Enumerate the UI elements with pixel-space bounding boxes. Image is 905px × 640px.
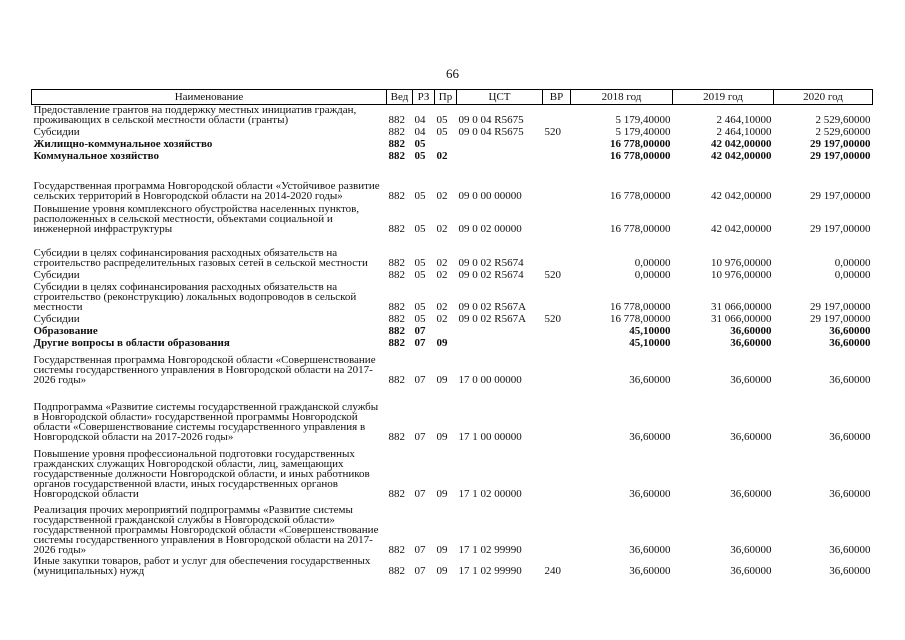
cell-y2020: 36,60000 [829,374,871,386]
cell-y2019: 31 066,00000 [711,313,772,325]
cell-ved: 882 [388,257,405,269]
cell-name: Подпрограмма «Развитие системы государственной гражданской службы в Новгородской области» государственной программы Новгородской области «Совершенствование системы государственного управления в Новгородской области на 2017-2026 годы» [33,401,379,443]
table-row [32,499,873,555]
cell-y2019: 36,60000 [730,488,772,500]
cell-ved: 882 [388,374,405,386]
cell-ved: 882 [388,126,405,138]
table-row [32,161,873,201]
cell-cst: 09 0 02 R567A [458,301,527,313]
table-row [32,555,873,576]
cell-y2019: 2 464,10000 [716,114,772,126]
cell-name: Повышение уровня профессиональной подготовки государственных гражданских служащих Новгородской области, лиц, замещающих государственные должности Новгородской области, и иных работников органов государственной власти, иных государственных органов Новгородской области [33,448,370,500]
cell-y2020: 29 197,00000 [810,138,871,150]
cell-vr [543,105,571,126]
table-row [32,324,873,336]
cell-cst: 09 0 02 00000 [458,223,522,235]
cell-rz: 05 [414,223,426,235]
cell-y2018: 5 179,40000 [615,114,671,126]
cell-name: Субсидии [33,126,80,138]
cell-y2018: 16 778,00000 [610,190,671,202]
cell-vr: 240 [544,565,561,577]
cell-rz: 07 [414,488,426,500]
table-row [32,385,873,442]
cell-y2020: 29 197,00000 [810,190,871,202]
cell-name: Образование [33,325,98,337]
cell-y2020: 29 197,00000 [810,313,871,325]
cell-cst: 09 0 02 R567A [458,313,527,325]
header-name: Наименование [32,90,387,105]
cell-name: Иные закупки товаров, работ и услуг для обеспечения государственных (муниципальных) нужд [33,555,371,577]
cell-y2018: 16 778,00000 [610,138,671,150]
header-2019: 2019 год [673,90,774,105]
cell-name: Предоставление грантов на поддержку местных инициатив граждан, проживающих в сельской местности области (гранты) [33,104,357,126]
cell-y2019: 10 976,00000 [711,269,772,281]
cell-y2020: 2 529,60000 [815,126,871,138]
cell-cst [457,149,543,161]
cell-pr: 09 [436,544,448,556]
cell-pr [435,137,457,149]
cell-cst: 09 0 04 R5675 [458,126,524,138]
cell-cst [457,137,543,149]
cell-y2019: 2 464,10000 [716,126,772,138]
header-pr: Пр [435,90,457,105]
table-row [32,234,873,268]
table-header-row [32,90,873,105]
table-row [32,105,873,126]
cell-pr: 09 [436,337,448,349]
cell-ved: 882 [388,431,405,443]
cell-y2018: 36,60000 [629,544,671,556]
cell-vr [543,201,571,234]
cell-vr [543,149,571,161]
budget-table [31,89,873,576]
cell-rz: 04 [414,114,426,126]
cell-ved: 882 [388,138,405,150]
cell-rz: 05 [414,190,426,202]
cell-y2020: 36,60000 [829,325,871,337]
cell-y2018: 16 778,00000 [610,313,671,325]
cell-ved: 882 [388,114,405,126]
cell-cst: 09 0 04 R5675 [458,114,524,126]
table-row [32,312,873,324]
cell-pr: 02 [436,269,448,281]
header-vr: ВР [543,90,571,105]
cell-vr [543,385,571,442]
cell-vr [543,234,571,268]
cell-y2019: 36,60000 [730,565,772,577]
cell-pr: 02 [436,223,448,235]
cell-y2018: 16 778,00000 [610,301,671,313]
table-row [32,137,873,149]
cell-pr: 02 [436,190,448,202]
cell-y2018: 5 179,40000 [615,126,671,138]
cell-y2018: 0,00000 [634,269,671,281]
cell-pr: 05 [436,126,448,138]
cell-pr: 02 [436,313,448,325]
cell-cst: 09 0 00 00000 [458,190,522,202]
cell-ved: 882 [388,337,405,349]
cell-cst: 17 1 02 99990 [458,544,522,556]
cell-vr [543,348,571,385]
cell-y2020: 36,60000 [829,431,871,443]
cell-ved: 882 [388,565,405,577]
header-2020: 2020 год [774,90,873,105]
cell-pr: 09 [436,374,448,386]
cell-rz: 07 [414,374,426,386]
cell-vr [543,324,571,336]
cell-name: Коммунальное хозяйство [33,150,160,162]
cell-y2019: 36,60000 [730,325,772,337]
cell-y2019: 10 976,00000 [711,257,772,269]
cell-name: Субсидии в целях софинансирования расходных обязательств на строительство (реконструкцию) локальных водопроводов в сельской местности [33,281,357,313]
cell-cst: 09 0 02 R5674 [458,269,524,281]
header-2018: 2018 год [571,90,673,105]
cell-ved: 882 [388,150,405,162]
cell-rz: 05 [414,269,426,281]
table-row [32,336,873,348]
cell-pr: 05 [436,114,448,126]
cell-y2019: 36,60000 [730,337,772,349]
cell-y2019: 36,60000 [730,431,772,443]
cell-name: Повышение уровня комплексного обустройства населенных пунктов, расположенных в сельской местности, объектами социальной и инженерной инфраструктуры [33,203,360,235]
header-rz: РЗ [413,90,435,105]
cell-ved: 882 [388,190,405,202]
cell-name: Государственная программа Новгородской области «Устойчивое развитие сельских территорий в Новгородской области на 2014-2020 годы» [33,180,380,202]
table-row [32,280,873,312]
cell-vr: 520 [544,313,561,325]
cell-cst: 17 1 00 00000 [458,431,522,443]
cell-ved: 882 [388,325,405,337]
cell-y2018: 36,60000 [629,565,671,577]
cell-name: Субсидии [33,313,80,325]
cell-y2019: 36,60000 [730,544,772,556]
cell-rz: 07 [414,337,426,349]
cell-rz: 07 [414,544,426,556]
header-ved: Вед [387,90,413,105]
cell-ved: 882 [388,313,405,325]
cell-cst [457,336,543,348]
cell-y2020: 0,00000 [834,257,871,269]
cell-y2020: 29 197,00000 [810,223,871,235]
cell-name: Другие вопросы в области образования [33,337,230,349]
cell-cst: 09 0 02 R5674 [458,257,524,269]
cell-pr: 09 [436,488,448,500]
cell-vr [543,161,571,201]
cell-rz: 04 [414,126,426,138]
cell-rz: 05 [414,257,426,269]
cell-name: Государственная программа Новгородской области «Совершенствование системы государственного управления в Новгородской области на 2017-2026 годы» [33,354,376,386]
cell-y2018: 36,60000 [629,488,671,500]
cell-pr: 02 [436,301,448,313]
cell-y2019: 42 042,00000 [711,150,772,162]
table-row [32,442,873,499]
cell-y2018: 45,10000 [629,325,671,337]
cell-y2020: 36,60000 [829,544,871,556]
cell-pr [435,324,457,336]
cell-vr: 520 [544,126,561,138]
cell-name: Жилищно-коммунальное хозяйство [33,138,213,150]
cell-pr: 02 [436,150,448,162]
cell-y2018: 16 778,00000 [610,150,671,162]
cell-y2020: 36,60000 [829,488,871,500]
cell-name: Субсидии в целях софинансирования расходных обязательств на строительство распределительных газовых сетей в сельской местности [33,247,368,269]
cell-vr [543,280,571,312]
cell-cst [457,324,543,336]
cell-ved: 882 [388,301,405,313]
cell-vr [543,442,571,499]
cell-ved: 882 [388,223,405,235]
table-row [32,201,873,234]
cell-y2018: 36,60000 [629,431,671,443]
cell-pr: 09 [436,565,448,577]
cell-rz: 07 [414,431,426,443]
cell-rz: 07 [414,325,426,337]
cell-y2020: 29 197,00000 [810,150,871,162]
cell-vr [543,137,571,149]
cell-y2019: 42 042,00000 [711,223,772,235]
cell-rz: 05 [414,138,426,150]
cell-y2019: 36,60000 [730,374,772,386]
cell-rz: 05 [414,301,426,313]
cell-y2020: 36,60000 [829,337,871,349]
cell-pr: 02 [436,257,448,269]
header-cst: ЦСТ [457,90,543,105]
cell-pr: 09 [436,431,448,443]
cell-y2020: 0,00000 [834,269,871,281]
table-row [32,348,873,385]
cell-name: Субсидии [33,269,80,281]
cell-y2018: 45,10000 [629,337,671,349]
cell-name: Реализация прочих мероприятий подпрограммы «Развитие системы государственной гражданской службы в Новгородской области» государственной программы Новгородской области «Совершенствование системы государственного управления в Новгородской области на 2017-2026 годы» [33,504,379,556]
cell-y2018: 0,00000 [634,257,671,269]
cell-y2019: 42 042,00000 [711,190,772,202]
cell-y2020: 29 197,00000 [810,301,871,313]
cell-y2019: 42 042,00000 [711,138,772,150]
table-row [32,268,873,280]
cell-rz: 05 [414,313,426,325]
cell-vr [543,499,571,555]
cell-y2018: 36,60000 [629,374,671,386]
cell-y2019: 31 066,00000 [711,301,772,313]
page-number: 66 [446,66,459,81]
cell-ved: 882 [388,488,405,500]
table-row [32,149,873,161]
cell-vr [543,336,571,348]
cell-ved: 882 [388,269,405,281]
cell-cst: 17 0 00 00000 [458,374,522,386]
cell-rz: 05 [414,150,426,162]
cell-cst: 17 1 02 00000 [458,488,522,500]
cell-y2020: 36,60000 [829,565,871,577]
cell-cst: 17 1 02 99990 [458,565,522,577]
cell-ved: 882 [388,544,405,556]
cell-vr: 520 [544,269,561,281]
cell-rz: 07 [414,565,426,577]
cell-y2020: 2 529,60000 [815,114,871,126]
cell-y2018: 16 778,00000 [610,223,671,235]
table-row [32,125,873,137]
